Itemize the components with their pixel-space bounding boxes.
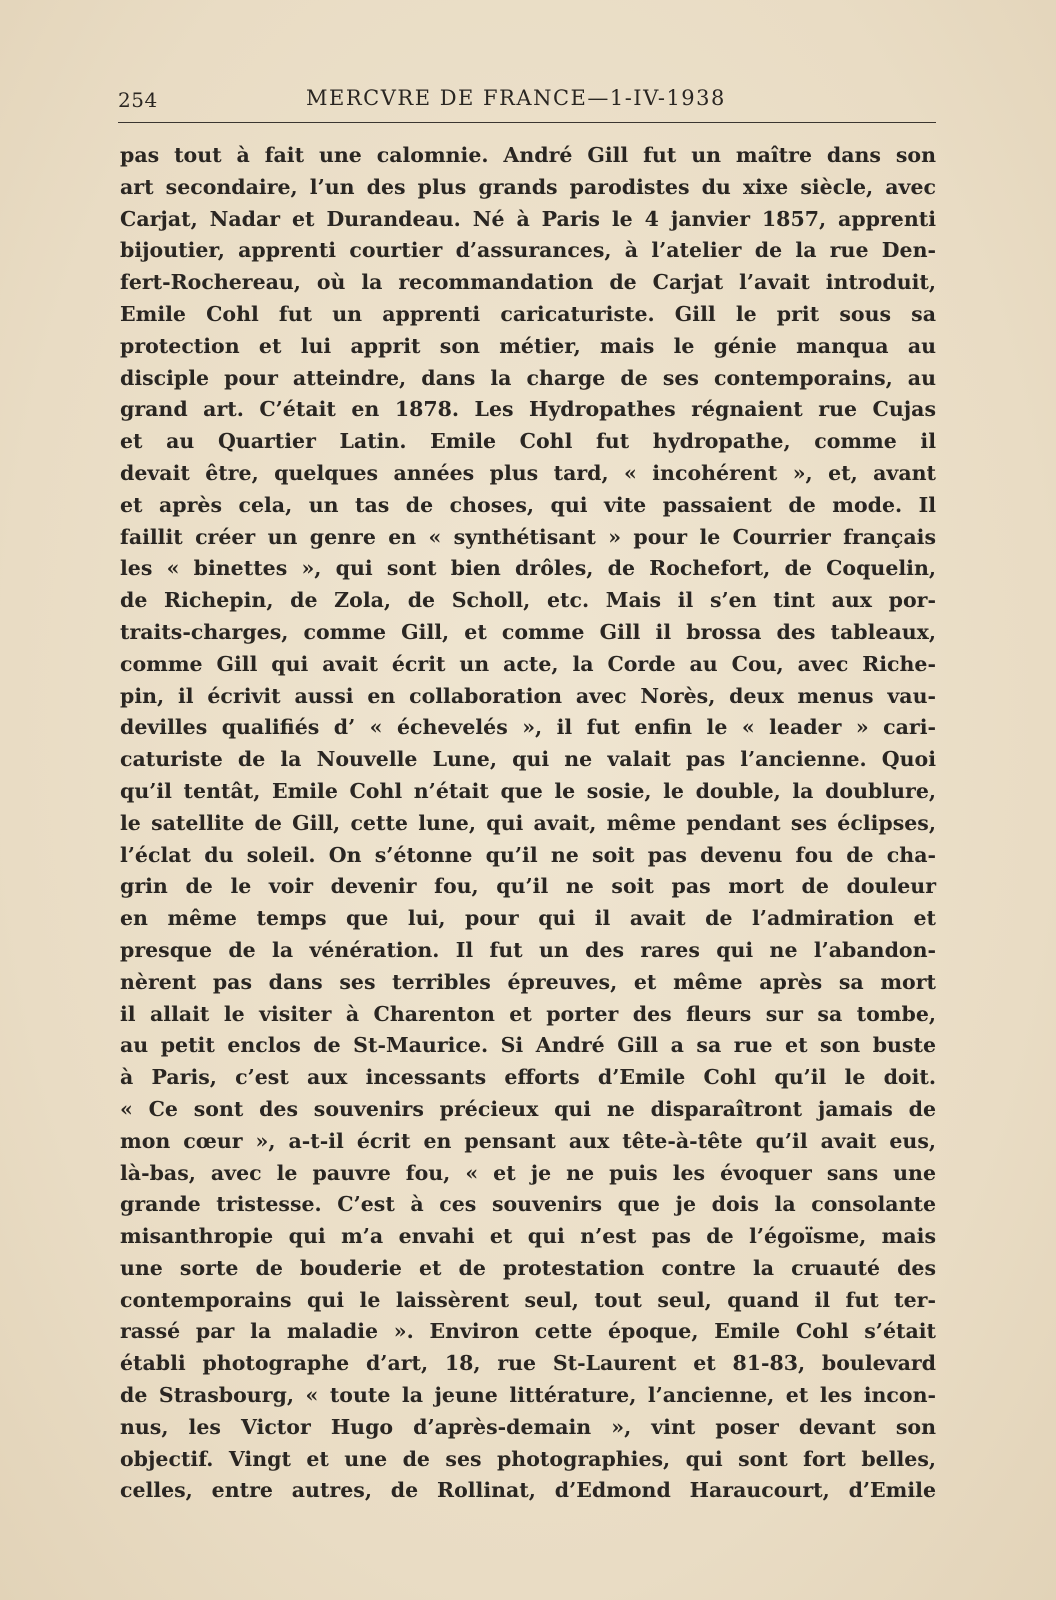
text-line: grin de le voir devenir fou, qu’il ne soit pas mort de douleur	[120, 874, 936, 899]
text-line: protection et lui apprit son métier, mais le génie manqua au	[120, 333, 936, 358]
text-line: Emile Cohl fut un apprenti caricaturiste. Gill le prit sous sa	[120, 301, 936, 326]
text-line: celles, entre autres, de Rollinat, d’Edmond Haraucourt, d’Emile	[120, 1478, 936, 1503]
text-line: rassé par la maladie ». Environ cette époque, Emile Cohl s’était	[120, 1319, 936, 1344]
text-line: faillit créer un genre en « synthétisant » pour le Courrier français	[120, 524, 936, 549]
text-line: disciple pour atteindre, dans la charge de ses contemporains, au	[120, 365, 936, 390]
body-text	[120, 140, 936, 1507]
text-line: fert-Rochereau, où la recommandation de Carjat l’avait introduit,	[120, 270, 936, 295]
text-line: nèrent pas dans ses terribles épreuves, et même après sa mort	[120, 969, 936, 994]
text-line: contemporains qui le laissèrent seul, tout seul, quand il fut ter-	[120, 1287, 936, 1312]
text-line: et au Quartier Latin. Emile Cohl fut hydropathe, comme il	[120, 429, 936, 454]
text-line: comme Gill qui avait écrit un acte, la Corde au Cou, avec Riche-	[120, 651, 936, 676]
text-line: établi photographe d’art, 18, rue St-Laurent et 81-83, boulevard	[120, 1351, 936, 1376]
text-line: grand art. C’était en 1878. Les Hydropathes régnaient rue Cujas	[120, 397, 936, 422]
running-head: MERCVRE DE FRANCE—1-IV-1938	[306, 86, 726, 110]
text-line: objectif. Vingt et une de ses photographies, qui sont fort belles,	[120, 1446, 936, 1471]
text-line: de Richepin, de Zola, de Scholl, etc. Mais il s’en tint aux por-	[120, 588, 936, 613]
text-line: mon cœur », a-t-il écrit en pensant aux tête-à-tête qu’il avait eus,	[120, 1128, 936, 1153]
text-line: et après cela, un tas de choses, qui vite passaient de mode. Il	[120, 492, 936, 517]
text-line: Carjat, Nadar et Durandeau. Né à Paris le 4 janvier 1857, apprenti	[120, 206, 936, 231]
text-line: devilles qualifiés d’ « échevelés », il fut enfin le « leader » cari-	[120, 715, 936, 740]
text-line: il allait le visiter à Charenton et porter des fleurs sur sa tombe,	[120, 1001, 936, 1026]
text-line: qu’il tentât, Emile Cohl n’était que le sosie, le double, la doublure,	[120, 778, 936, 803]
text-line: en même temps que lui, pour qui il avait de l’admiration et	[120, 906, 936, 931]
text-line: « Ce sont des souvenirs précieux qui ne disparaîtront jamais de	[120, 1096, 936, 1121]
text-line: misanthropie qui m’a envahi et qui n’est pas de l’égoïsme, mais	[120, 1224, 936, 1249]
text-line: au petit enclos de St-Maurice. Si André Gill a sa rue et son buste	[120, 1033, 936, 1058]
text-line: pin, il écrivit aussi en collaboration avec Norès, deux menus vau-	[120, 683, 936, 708]
text-line: caturiste de la Nouvelle Lune, qui ne valait pas l’ancienne. Quoi	[120, 747, 936, 772]
text-line: presque de la vénération. Il fut un des rares qui ne l’abandon-	[120, 937, 936, 962]
text-line: là-bas, avec le pauvre fou, « et je ne puis les évoquer sans une	[120, 1160, 936, 1185]
text-line: pas tout à fait une calomnie. André Gill fut un maître dans son	[120, 143, 936, 167]
text-line: le satellite de Gill, cette lune, qui avait, même pendant ses éclipses,	[120, 810, 936, 835]
text-line: bijoutier, apprenti courtier d’assurances, à l’atelier de la rue Den-	[120, 238, 936, 263]
page-header	[118, 82, 936, 123]
text-line: l’éclat du soleil. On s’étonne qu’il ne soit pas devenu fou de cha-	[120, 842, 936, 867]
text-line: devait être, quelques années plus tard, « incohérent », et, avant	[120, 460, 936, 485]
text-line: art secondaire, l’un des plus grands parodistes du xixe siècle, avec	[120, 174, 936, 199]
text-line: grande tristesse. C’est à ces souvenirs que je dois la consolante	[120, 1192, 936, 1217]
text-line: nus, les Victor Hugo d’après-demain », vint poser devant son	[120, 1414, 936, 1439]
page-number: 254	[118, 88, 158, 112]
text-line: traits-charges, comme Gill, et comme Gill il brossa des tableaux,	[120, 619, 936, 644]
text-line: les « binettes », qui sont bien drôles, de Rochefort, de Coquelin,	[120, 556, 936, 581]
text-line: de Strasbourg, « toute la jeune littérature, l’ancienne, et les incon-	[120, 1383, 936, 1408]
text-line: une sorte de bouderie et de protestation contre la cruauté des	[120, 1255, 936, 1280]
text-line: à Paris, c’est aux incessants efforts d’Emile Cohl qu’il le doit.	[120, 1065, 936, 1090]
